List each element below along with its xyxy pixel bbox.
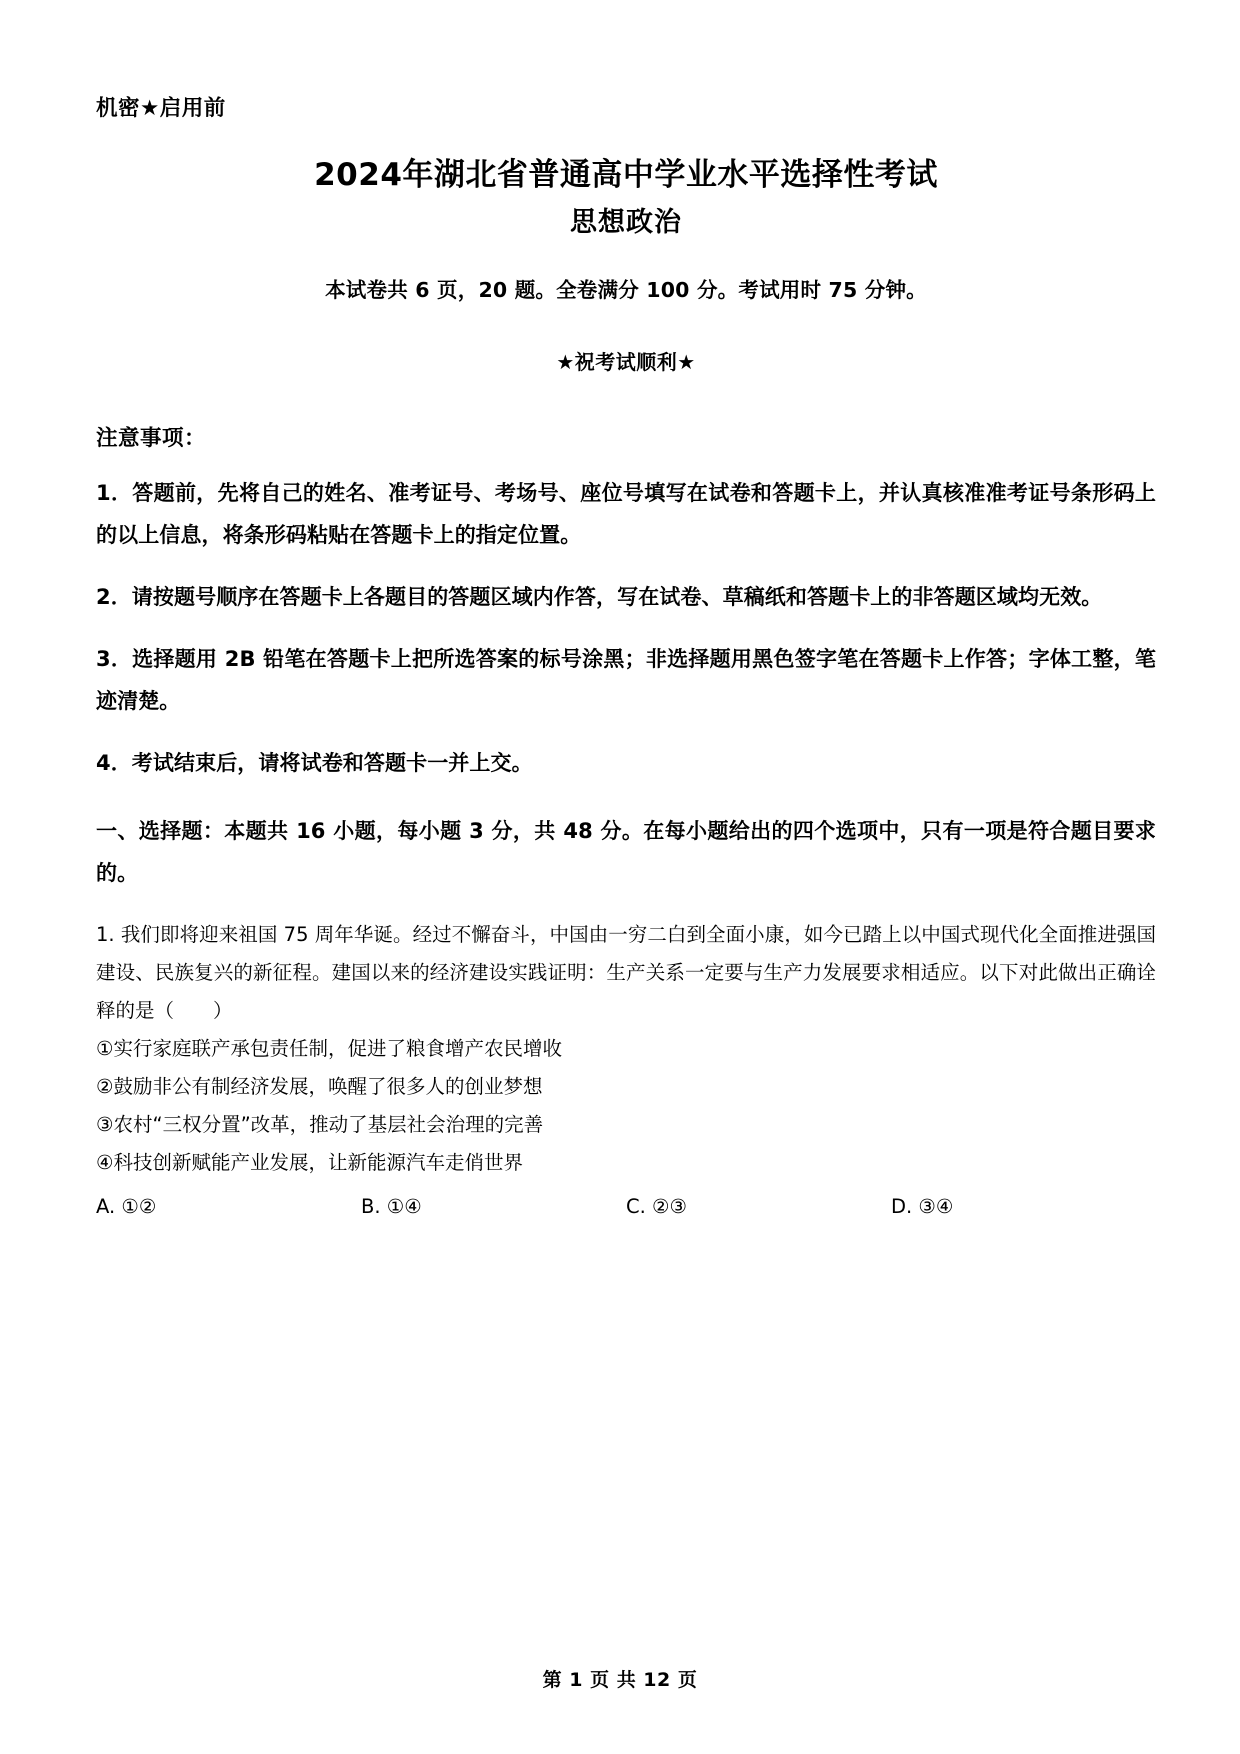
confidential-notice: 机密★启用前	[96, 96, 226, 121]
option-d[interactable]: D. ③④	[891, 1195, 954, 1219]
question-statement: ④科技创新赋能产业发展，让新能源汽车走俏世界	[96, 1151, 523, 1175]
notice-item: 2．请按题号顺序在答题卡上各题目的答题区域内作答，写在试卷、草稿纸和答题卡上的非答题区域均无效。	[96, 585, 1103, 610]
subject-title: 思想政治	[570, 206, 682, 238]
notices-heading: 注意事项：	[96, 426, 207, 452]
exam-meta-line: 本试卷共 6 页，20 题。全卷满分 100 分。考试用时 75 分钟。	[325, 277, 927, 302]
question-stem: 1. 我们即将迎来祖国 75 周年华诞。经过不懈奋斗，中国由一穷二白到全面小康，如今已踏上以中国式现代化全面推进强国建设、民族复兴的新征程。建国以来的经济建设实践证明：生产关系一定要与生产力发展要求相适应。以下对此做出正确诠释的是（ ）	[96, 923, 1156, 1023]
option-c[interactable]: C. ②③	[626, 1195, 687, 1219]
option-b[interactable]: B. ①④	[361, 1195, 422, 1219]
question-statement: ①实行家庭联产承包责任制，促进了粮食增产农民增收	[96, 1037, 562, 1061]
page-title: 2024年湖北省普通高中学业水平选择性考试	[314, 156, 938, 193]
question-statement: ③农村“三权分置”改革，推动了基层社会治理的完善	[96, 1113, 544, 1137]
option-a[interactable]: A. ①②	[96, 1195, 157, 1219]
good-luck-line: ★祝考试顺利★	[556, 350, 696, 375]
section-one-heading: 一、选择题：本题共 16 小题，每小题 3 分，共 48 分。在每小题给出的四个选项中，只有一项是符合题目要求的。	[96, 819, 1156, 886]
question-statement: ②鼓励非公有制经济发展，唤醒了很多人的创业梦想	[96, 1075, 543, 1099]
question-options	[96, 1188, 1156, 1226]
notice-item: 3．选择题用 2B 铅笔在答题卡上把所选答案的标号涂黑；非选择题用黑色签字笔在答题卡上作答；字体工整，笔迹清楚。	[96, 647, 1156, 714]
page-indicator: 第 1 页 共 12 页	[542, 1669, 698, 1691]
notice-item: 1．答题前，先将自己的姓名、准考证号、考场号、座位号填写在试卷和答题卡上，并认真核准准考证号条形码上的以上信息，将条形码粘贴在答题卡上的指定位置。	[96, 481, 1156, 548]
notice-item: 4．考试结束后，请将试卷和答题卡一并上交。	[96, 751, 533, 776]
